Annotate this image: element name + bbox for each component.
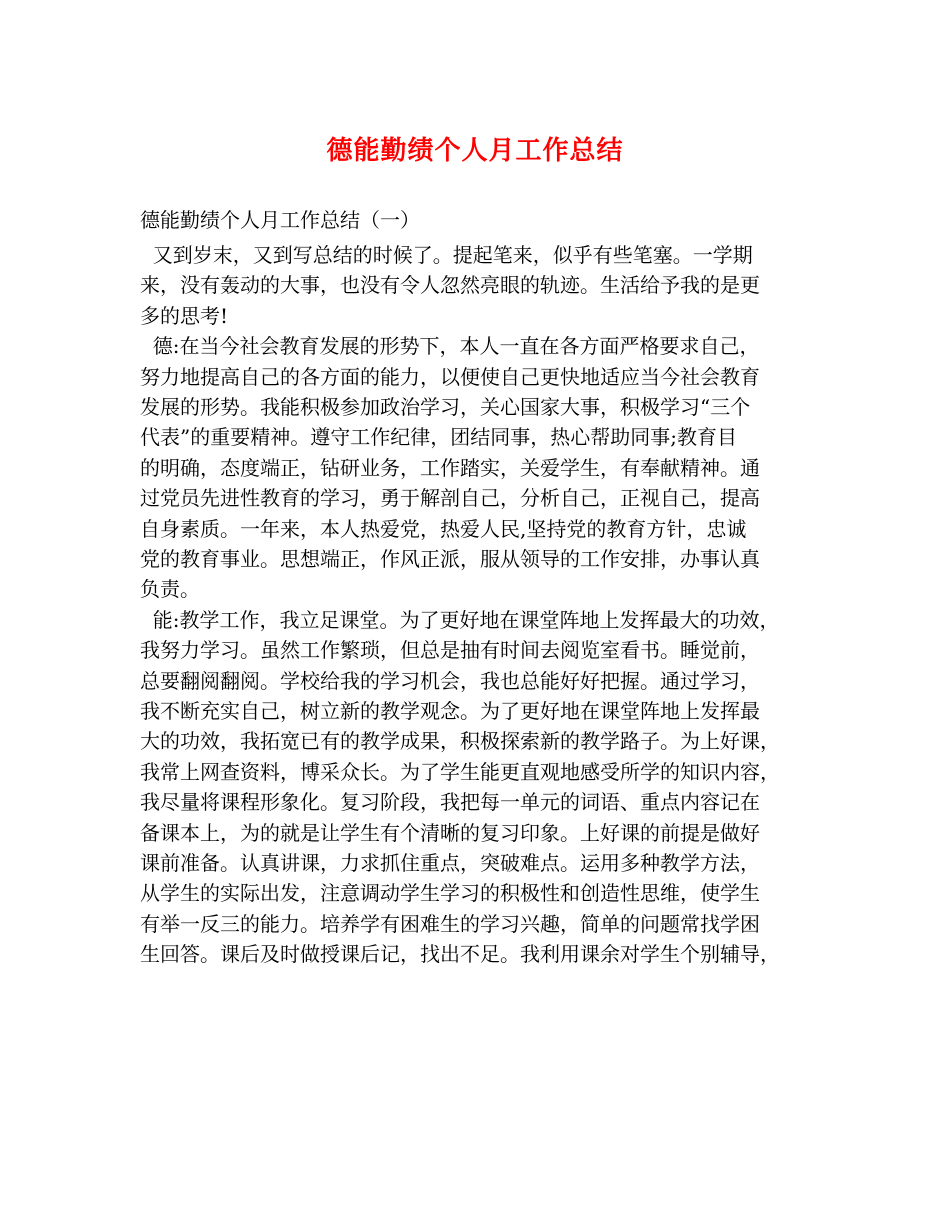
body-text-line: 我常上网查资料，博采众长。为了学生能更直观地感受所学的知识内容， [140,759,780,784]
body-text-line: 有举一反三的能力。培养学有困难生的学习兴趣，简单的问题常找学困 [140,911,760,936]
body-text-line: 负责。 [140,577,200,602]
body-text-line: 我努力学习。虽然工作繁琐，但总是抽有时间去阅览室看书。睡觉前， [140,638,760,663]
body-text-line: 努力地提高自己的各方面的能力，以便使自己更快地适应当今社会教育 [140,364,760,389]
body-text-line: 课前准备。认真讲课，力求抓住重点，突破难点。运用多种教学方法， [140,851,760,875]
body-text-line: 总要翻阅翻阅。学校给我的学习机会，我也总能好好把握。通过学习， [140,668,760,693]
body-text-line: 多的思考! [140,303,229,328]
body-text-line: 过党员先进性教育的学习，勇于解剖自己，分析自己，正视自己，提高 [140,486,760,511]
body-text-line: 来，没有轰动的大事，也没有令人忽然亮眼的轨迹。生活给予我的是更 [140,273,760,298]
body-text-line: 德:在当今社会教育发展的形势下，本人一直在各方面严格要求自己， [140,334,760,359]
body-text-line: 备课本上，为的就是让学生有个清晰的复习印象。上好课的前提是做好 [140,820,760,845]
body-text-line: 能:教学工作，我立足课堂。为了更好地在课堂阵地上发挥最大的功效， [140,607,780,632]
body-text-line: 又到岁末，又到写总结的时候了。提起笔来，似乎有些笔塞。一学期 [140,243,753,267]
body-text-line: 生回答。课后及时做授课后记，找出不足。我利用课余对学生个别辅导， [140,942,780,967]
body-text-line: 发展的形势。我能积极参加政治学习，关心国家大事，积极学习“三个 [140,395,751,419]
body-text-line: 代表”的重要精神。遵守工作纪律，团结同事，热心帮助同事;教育目 [140,425,737,450]
body-text-line: 我尽量将课程形象化。复习阶段，我把每一单元的词语、重点内容记在 [140,790,760,815]
body-text-line: 大的功效，我拓宽已有的教学成果，积极探索新的教学路子。为上好课， [140,729,780,754]
body-text-line: 我不断充实自己，树立新的教学观念。为了更好地在课堂阵地上发挥最 [140,699,760,723]
body-text-line: 自身素质。一年来，本人热爱党，热爱人民,坚持党的教育方针，忠诚 [140,516,747,541]
body-text-line: 党的教育事业。思想端正，作风正派，服从领导的工作安排，办事认真 [140,547,760,571]
document-title: 德能勤绩个人月工作总结 [326,136,624,166]
body-text-line: 的明确，态度端正，钻研业务，工作踏实，关爱学生，有奉献精神。通 [140,455,760,480]
body-text-line: 从学生的实际出发，注意调动学生学习的积极性和创造性思维，使学生 [140,881,760,906]
section-heading: 德能勤绩个人月工作总结（一） [140,208,420,232]
